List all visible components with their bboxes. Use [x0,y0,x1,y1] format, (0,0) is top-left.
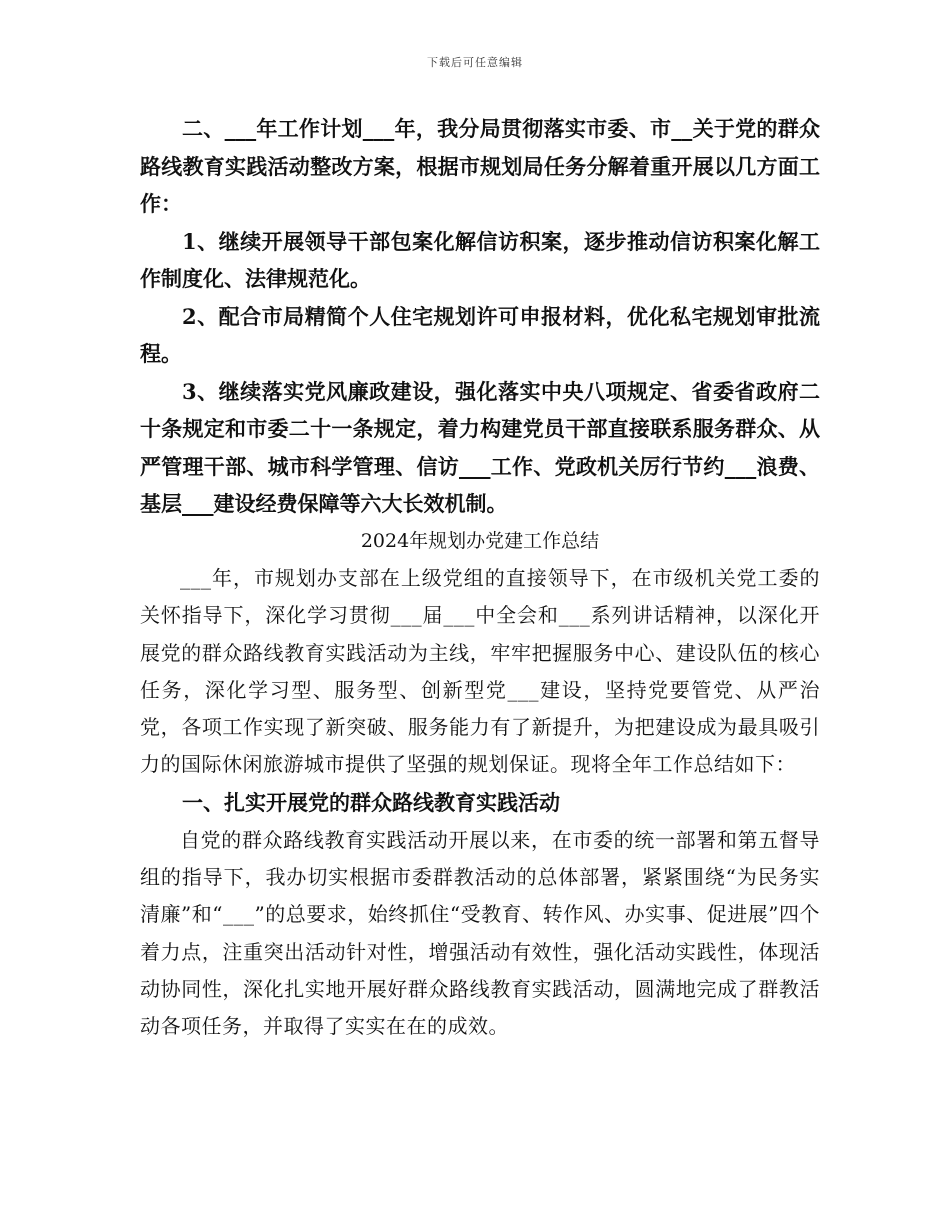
page-header: 下载后可任意编辑 [427,56,523,69]
plan-intro-paragraph: 二、___年工作计划___年，我分局贯彻落实市委、市__关于党的群众路线教育实践活动整改方案，根据市规划局任务分解着重开展以几方面工作： [140,116,820,216]
plan-item-2: 2、配合市局精简个人住宅规划许可申报材料，优化私宅规划审批流程。 [140,303,820,366]
plan-item-1: 1、继续开展领导干部包案化解信访积案，逐步推动信访积案化解工作制度化、法律规范化。 [140,228,820,291]
section-1-body: 自党的群众路线教育实践活动开展以来，在市委的统一部署和第五督导组的指导下，我办切实根据市委群教活动的总体部署，紧紧围绕“为民务实清廉”和“___”的总要求，始终抓住“受教育、转作风、办实事、促进展”四个着力点，注重突出活动针对性，增强活动有效性，强化活动实践性，体现活动协同性，深化扎实地开展好群众路线教育实践活动，圆满地完成了群教活动各项任务，并取得了实实在在的成效。 [140,827,820,1039]
document-body [140,110,820,1046]
plan-item-3: 3、继续落实党风廉政建设，强化落实中央八项规定、省委省政府二十条规定和市委二十一条规定，着力构建党员干部直接联系服务群众、从严管理干部、城市科学管理、信访___工作、党政机关厉行节约___浪费、基层___建设经费保障等六大长效机制。 [140,378,820,516]
summary-title: 2024年规划办党建工作总结 [360,529,600,552]
section-1-heading: 一、扎实开展党的群众路线教育实践活动 [182,789,560,815]
summary-intro-paragraph: ___年，市规划办支部在上级党组的直接领导下，在市级机关党工委的关怀指导下，深化学习贯彻___届___中全会和___系列讲话精神，以深化开展党的群众路线教育实践活动为主线，牢牢把握服务中心、建设队伍的核心任务，深化学习型、服务型、创新型党___建设，坚持党要管党、从严治党，各项工作实现了新突破、服务能力有了新提升，为把建设成为最具吸引力的国际休闲旅游城市提供了坚强的规划保证。现将全年工作总结如下： [140,566,820,777]
